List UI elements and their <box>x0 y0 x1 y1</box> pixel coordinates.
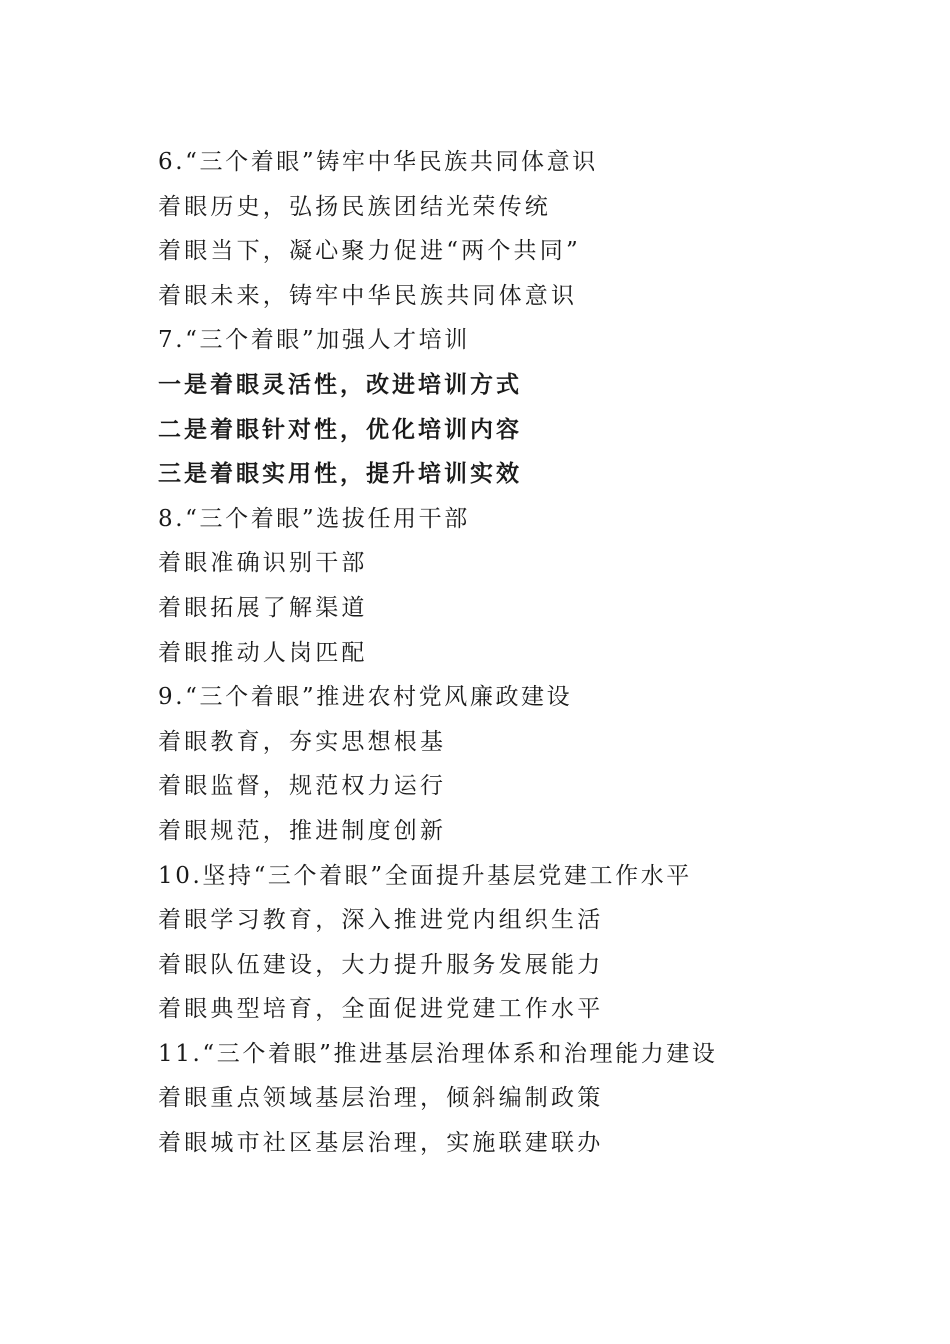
text-line: 着眼教育，夯实思想根基 <box>158 728 447 755</box>
document-body <box>158 140 878 1166</box>
text-line: 着眼队伍建设，大力提升服务发展能力 <box>158 951 604 978</box>
text-line: 着眼未来，铸牢中华民族共同体意识 <box>158 282 578 309</box>
text-line: 着眼学习教育，深入推进党内组织生活 <box>158 907 604 934</box>
section-heading-11: 11.“三个着眼”推进基层治理体系和治理能力建设 <box>158 1040 718 1067</box>
text-line: 着眼推动人岗匹配 <box>158 639 368 666</box>
text-line: 着眼历史，弘扬民族团结光荣传统 <box>158 193 551 220</box>
text-line: 着眼典型培育，全面促进党建工作水平 <box>158 996 604 1023</box>
text-line: 着眼监督，规范权力运行 <box>158 773 447 800</box>
text-line: 着眼城市社区基层治理，实施联建联办 <box>158 1130 604 1157</box>
text-line: 着眼规范，推进制度创新 <box>158 817 447 844</box>
section-heading-9: 9.“三个着眼”推进农村党风廉政建设 <box>158 684 573 711</box>
text-line: 着眼重点领域基层治理，倾斜编制政策 <box>158 1085 604 1112</box>
text-line: 着眼准确识别干部 <box>158 550 368 577</box>
section-heading-7: 7.“三个着眼”加强人才培训 <box>158 327 470 354</box>
bold-text-line: 二是着眼针对性，优化培训内容 <box>158 415 522 443</box>
text-line: 着眼拓展了解渠道 <box>158 594 368 621</box>
section-heading-6: 6.“三个着眼”铸牢中华民族共同体意识 <box>158 149 598 175</box>
section-heading-10: 10.坚持“三个着眼”全面提升基层党建工作水平 <box>158 862 692 889</box>
text-line: 着眼当下，凝心聚力促进“两个共同” <box>158 238 581 265</box>
section-heading-8: 8.“三个着眼”选拔任用干部 <box>158 505 470 532</box>
bold-text-line: 一是着眼灵活性，改进培训方式 <box>158 370 522 398</box>
bold-text-line: 三是着眼实用性，提升培训实效 <box>158 460 522 488</box>
